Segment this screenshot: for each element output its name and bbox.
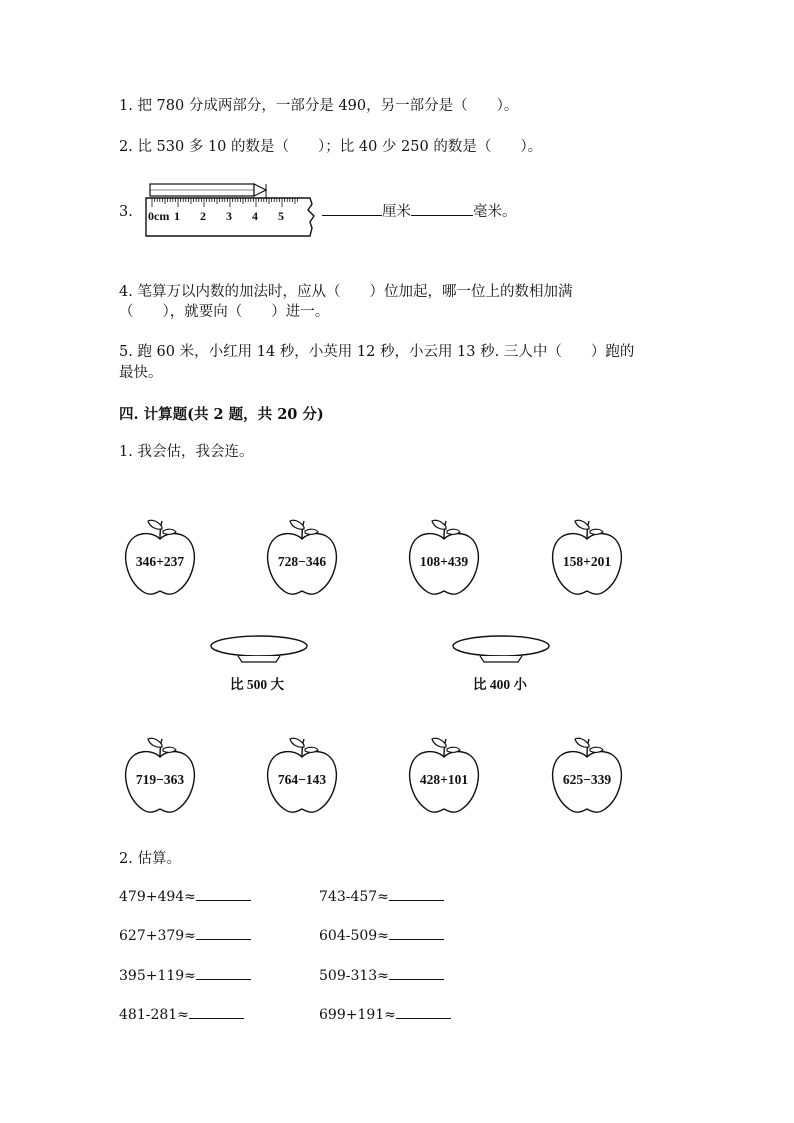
plate-right-label: 比 400 小 [473,677,527,692]
estimate-blank[interactable] [196,939,251,940]
ruler-tick-label: 2 [200,209,206,223]
calc-question-1-title: 1. 我会估，我会连。 [119,444,254,460]
apple-top-1[interactable] [122,517,200,599]
question-2: 2. 比 530 多 10 的数是（ ）；比 40 少 250 的数是（ ）。 [119,139,543,155]
estimate-expression: 604-509≈ [319,928,389,944]
estimate-expression: 481-281≈ [119,1007,189,1023]
question-4-line2: （ ），就要向（ ）进一。 [119,304,330,320]
blank-mm[interactable] [411,215,473,216]
unit-mm: 毫米。 [473,204,517,220]
apple-expression: 108+439 [419,554,469,569]
apple-expression: 625−339 [562,772,612,787]
plate-right[interactable] [450,634,552,670]
ruler-pencil-drawing [144,182,320,240]
apple-top-4[interactable] [549,517,627,599]
plate-left-label: 比 500 大 [230,677,284,692]
question-5-line2: 最快。 [119,365,163,381]
unit-cm: 厘米 [382,204,411,220]
blank-cm[interactable] [322,215,382,216]
estimate-blank[interactable] [196,900,251,901]
estimate-left-1 [119,889,251,905]
estimate-right-1 [319,889,444,905]
section-4-title: 四. 计算题(共 2 题，共 20 分) [119,406,324,423]
apple-expression: 728−346 [277,554,327,569]
estimate-left-2 [119,928,251,944]
estimate-blank[interactable] [389,900,444,901]
estimate-right-2 [319,928,444,944]
estimate-blank[interactable] [196,979,251,980]
apple-expression: 346+237 [135,554,185,569]
ruler-figure [144,182,320,240]
apple-bottom-3[interactable] [406,735,484,817]
estimate-expression: 743-457≈ [319,889,389,905]
apple-expression: 428+101 [419,772,469,787]
estimate-expression: 699+191≈ [319,1007,396,1023]
ruler-zero-label: 0cm [148,209,170,223]
estimate-right-3 [319,968,444,984]
plate-icon [450,634,552,666]
estimate-blank[interactable] [389,979,444,980]
question-4-line1: 4. 笔算万以内数的加法时，应从（ ）位加起，哪一位上的数相加满 [119,284,573,300]
estimate-expression: 509-313≈ [319,968,389,984]
question-1: 1. 把 780 分成两部分，一部分是 490，另一部分是（ ）。 [119,98,519,114]
ruler-tick-label: 3 [226,209,232,223]
apple-bottom-2[interactable] [264,735,342,817]
estimate-blank[interactable] [389,939,444,940]
calc-question-2-title: 2. 估算。 [119,851,181,867]
plate-icon [208,634,310,666]
question-3-number: 3. [119,204,133,220]
estimate-left-3 [119,968,251,984]
question-5-line1: 5. 跑 60 米，小红用 14 秒，小英用 12 秒，小云用 13 秒. 三人中（ ）跑的 [119,344,635,360]
ruler-tick-label: 1 [174,209,180,223]
estimate-expression: 479+494≈ [119,889,196,905]
estimate-expression: 627+379≈ [119,928,196,944]
estimate-right-4 [319,1007,451,1023]
apple-top-3[interactable] [406,517,484,599]
estimate-left-4 [119,1007,244,1023]
apple-bottom-1[interactable] [122,735,200,817]
estimate-blank[interactable] [396,1018,451,1019]
estimate-expression: 395+119≈ [119,968,196,984]
estimate-blank[interactable] [189,1018,244,1019]
apple-expression: 719−363 [135,772,185,787]
apple-expression: 764−143 [277,772,327,787]
ruler-tick-label: 5 [278,209,284,223]
question-3-answer [322,202,517,223]
plate-left[interactable] [208,634,310,670]
apple-bottom-4[interactable] [549,735,627,817]
pencil-tip [254,184,266,196]
ruler-tick-label: 4 [252,209,258,223]
apple-expression: 158+201 [562,554,612,569]
apple-top-2[interactable] [264,517,342,599]
